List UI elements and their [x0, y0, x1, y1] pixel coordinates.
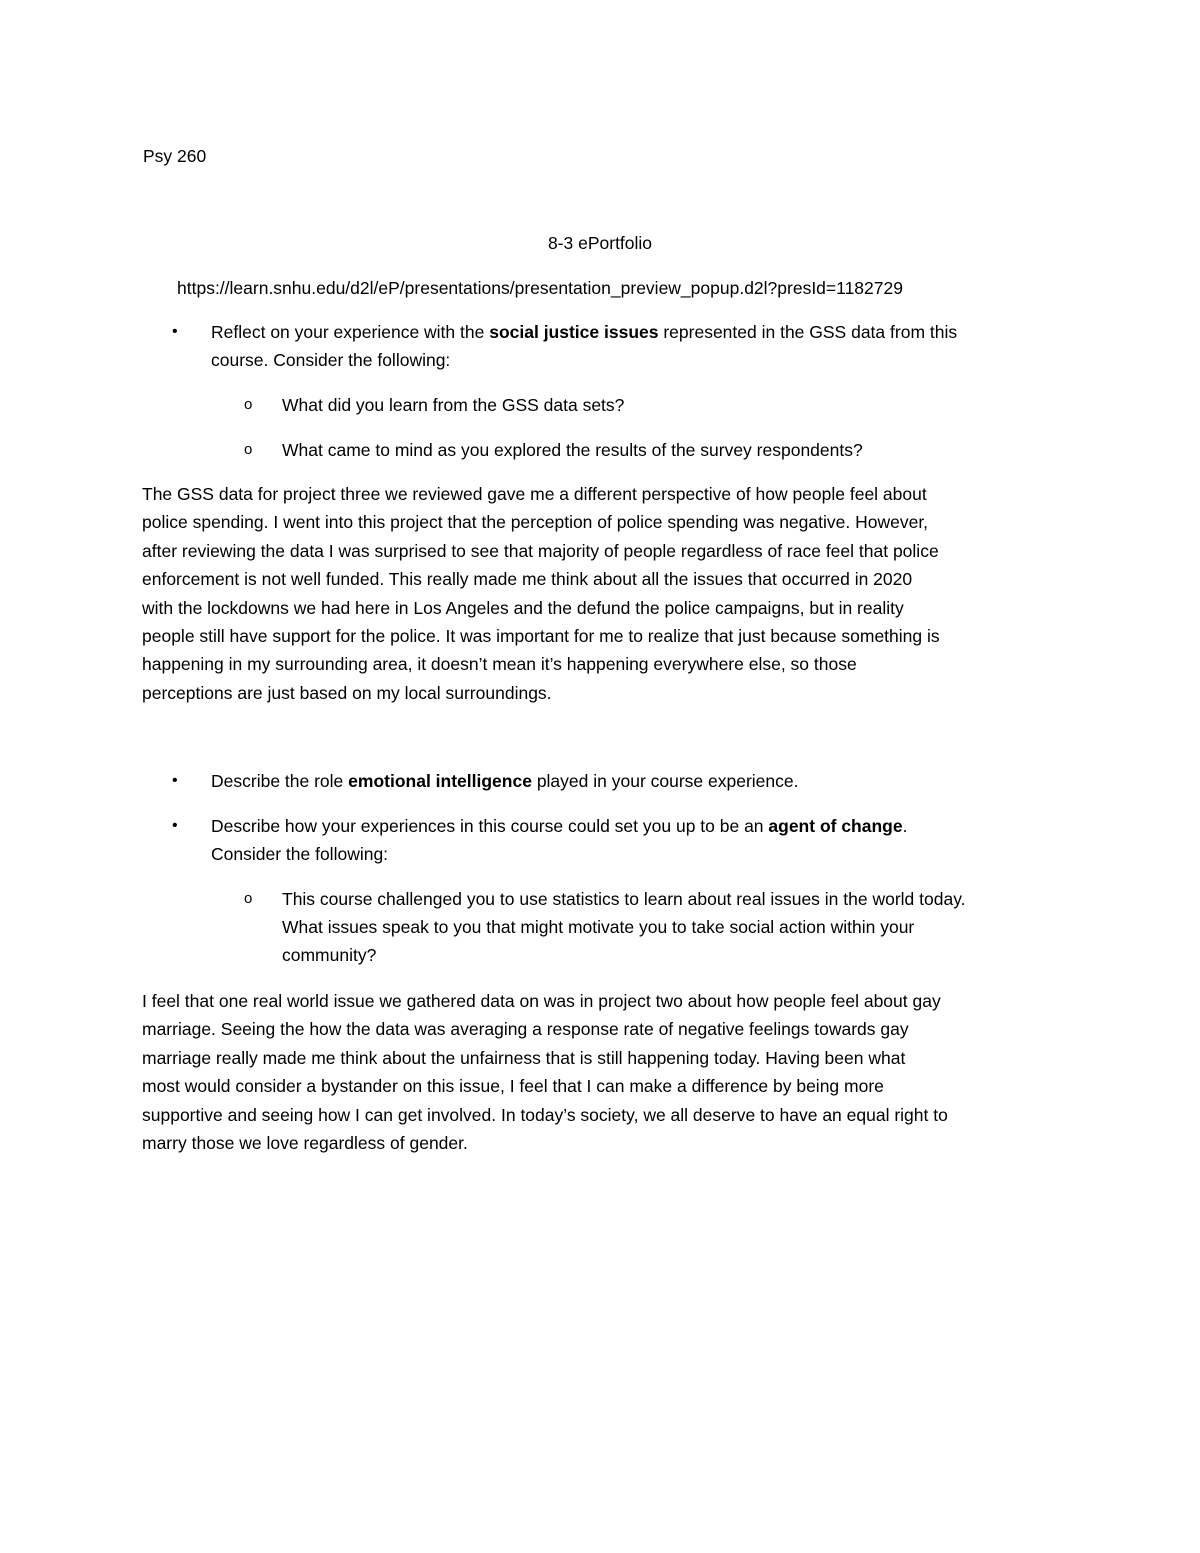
response-paragraph-2	[142, 987, 1067, 1157]
prompt-text-after: represented in the GSS data from this	[658, 322, 958, 342]
response-paragraph-1	[142, 480, 1067, 707]
sub-question-text: What came to mind as you explored the results of the survey respondents?	[282, 440, 863, 460]
bullet-icon: •	[172, 772, 178, 789]
paragraph-line: police spending. I went into this project that the perception of police spending was negative. However,	[142, 512, 929, 533]
bullet-icon: •	[172, 323, 178, 340]
sub-question-text: What did you learn from the GSS data sets?	[282, 395, 625, 415]
paragraph-line: marriage. Seeing the how the data was averaging a response rate of negative feelings towards gay	[142, 1019, 909, 1040]
prompt-keyword: social justice issues	[489, 322, 659, 342]
prompt-keyword: emotional intelligence	[348, 771, 532, 791]
eportfolio-link[interactable]: https://learn.snhu.edu/d2l/eP/presentations/presentation_preview_popup.d2l?presId=1182729	[177, 278, 903, 298]
paragraph-line: enforcement is not well funded. This really made me think about all the issues that occurred in 2020	[142, 569, 913, 590]
sub-question-line: This course challenged you to use statistics to learn about real issues in the world today.	[282, 889, 966, 909]
paragraph-line: most would consider a bystander on this issue, I feel that I can make a difference by being more	[142, 1076, 884, 1097]
prompt-keyword: agent of change	[768, 816, 903, 836]
sub-question-line: What issues speak to you that might motivate you to take social action within your	[282, 917, 915, 937]
prompt-text-before: Describe the role	[211, 771, 349, 791]
paragraph-line: I feel that one real world issue we gathered data on was in project two about how people feel about gay	[142, 991, 941, 1011]
paragraph-line: supportive and seeing how I can get involved. In today’s society, we all deserve to have an equal right to	[142, 1104, 948, 1125]
paragraph-line: perceptions are just based on my local surroundings.	[142, 682, 552, 703]
paragraph-line: with the lockdowns we had here in Los Angeles and the defund the police campaigns, but in reality	[142, 597, 904, 618]
paragraph-line: marry those we love regardless of gender.	[142, 1133, 468, 1154]
prompt-text-after: played in your course experience.	[531, 771, 799, 791]
prompt-text-line2: course. Consider the following:	[211, 350, 451, 370]
sub-bullet-icon: o	[244, 396, 253, 413]
bullet-icon: •	[172, 817, 178, 834]
sub-question-text	[282, 885, 1072, 969]
prompt-text	[211, 767, 1071, 795]
document-title: 8-3 ePortfolio	[547, 233, 653, 253]
paragraph-line: The GSS data for project three we reviewed gave me a different perspective of how people feel about	[142, 484, 927, 504]
prompt-text-line2: Consider the following:	[211, 844, 389, 864]
prompt-text-before: Describe how your experiences in this course could set you up to be an	[211, 816, 769, 836]
paragraph-line: people still have support for the police. It was important for me to realize that just because something is	[142, 626, 940, 647]
prompt-text-after: .	[902, 816, 908, 836]
prompt-text	[211, 318, 1071, 374]
sub-bullet-icon: o	[244, 441, 253, 458]
prompt-text	[211, 812, 1071, 868]
paragraph-line: happening in my surrounding area, it doesn’t mean it’s happening everywhere else, so those	[142, 654, 857, 675]
prompt-text-before: Reflect on your experience with the	[211, 322, 490, 342]
paragraph-line: marriage really made me think about the unfairness that is still happening today. Having been what	[142, 1047, 906, 1068]
course-label: Psy 260	[143, 146, 207, 166]
sub-bullet-icon: o	[244, 890, 253, 907]
sub-question-line: community?	[282, 945, 377, 965]
paragraph-line: after reviewing the data I was surprised to see that majority of people regardless of race feel that police	[142, 540, 939, 561]
